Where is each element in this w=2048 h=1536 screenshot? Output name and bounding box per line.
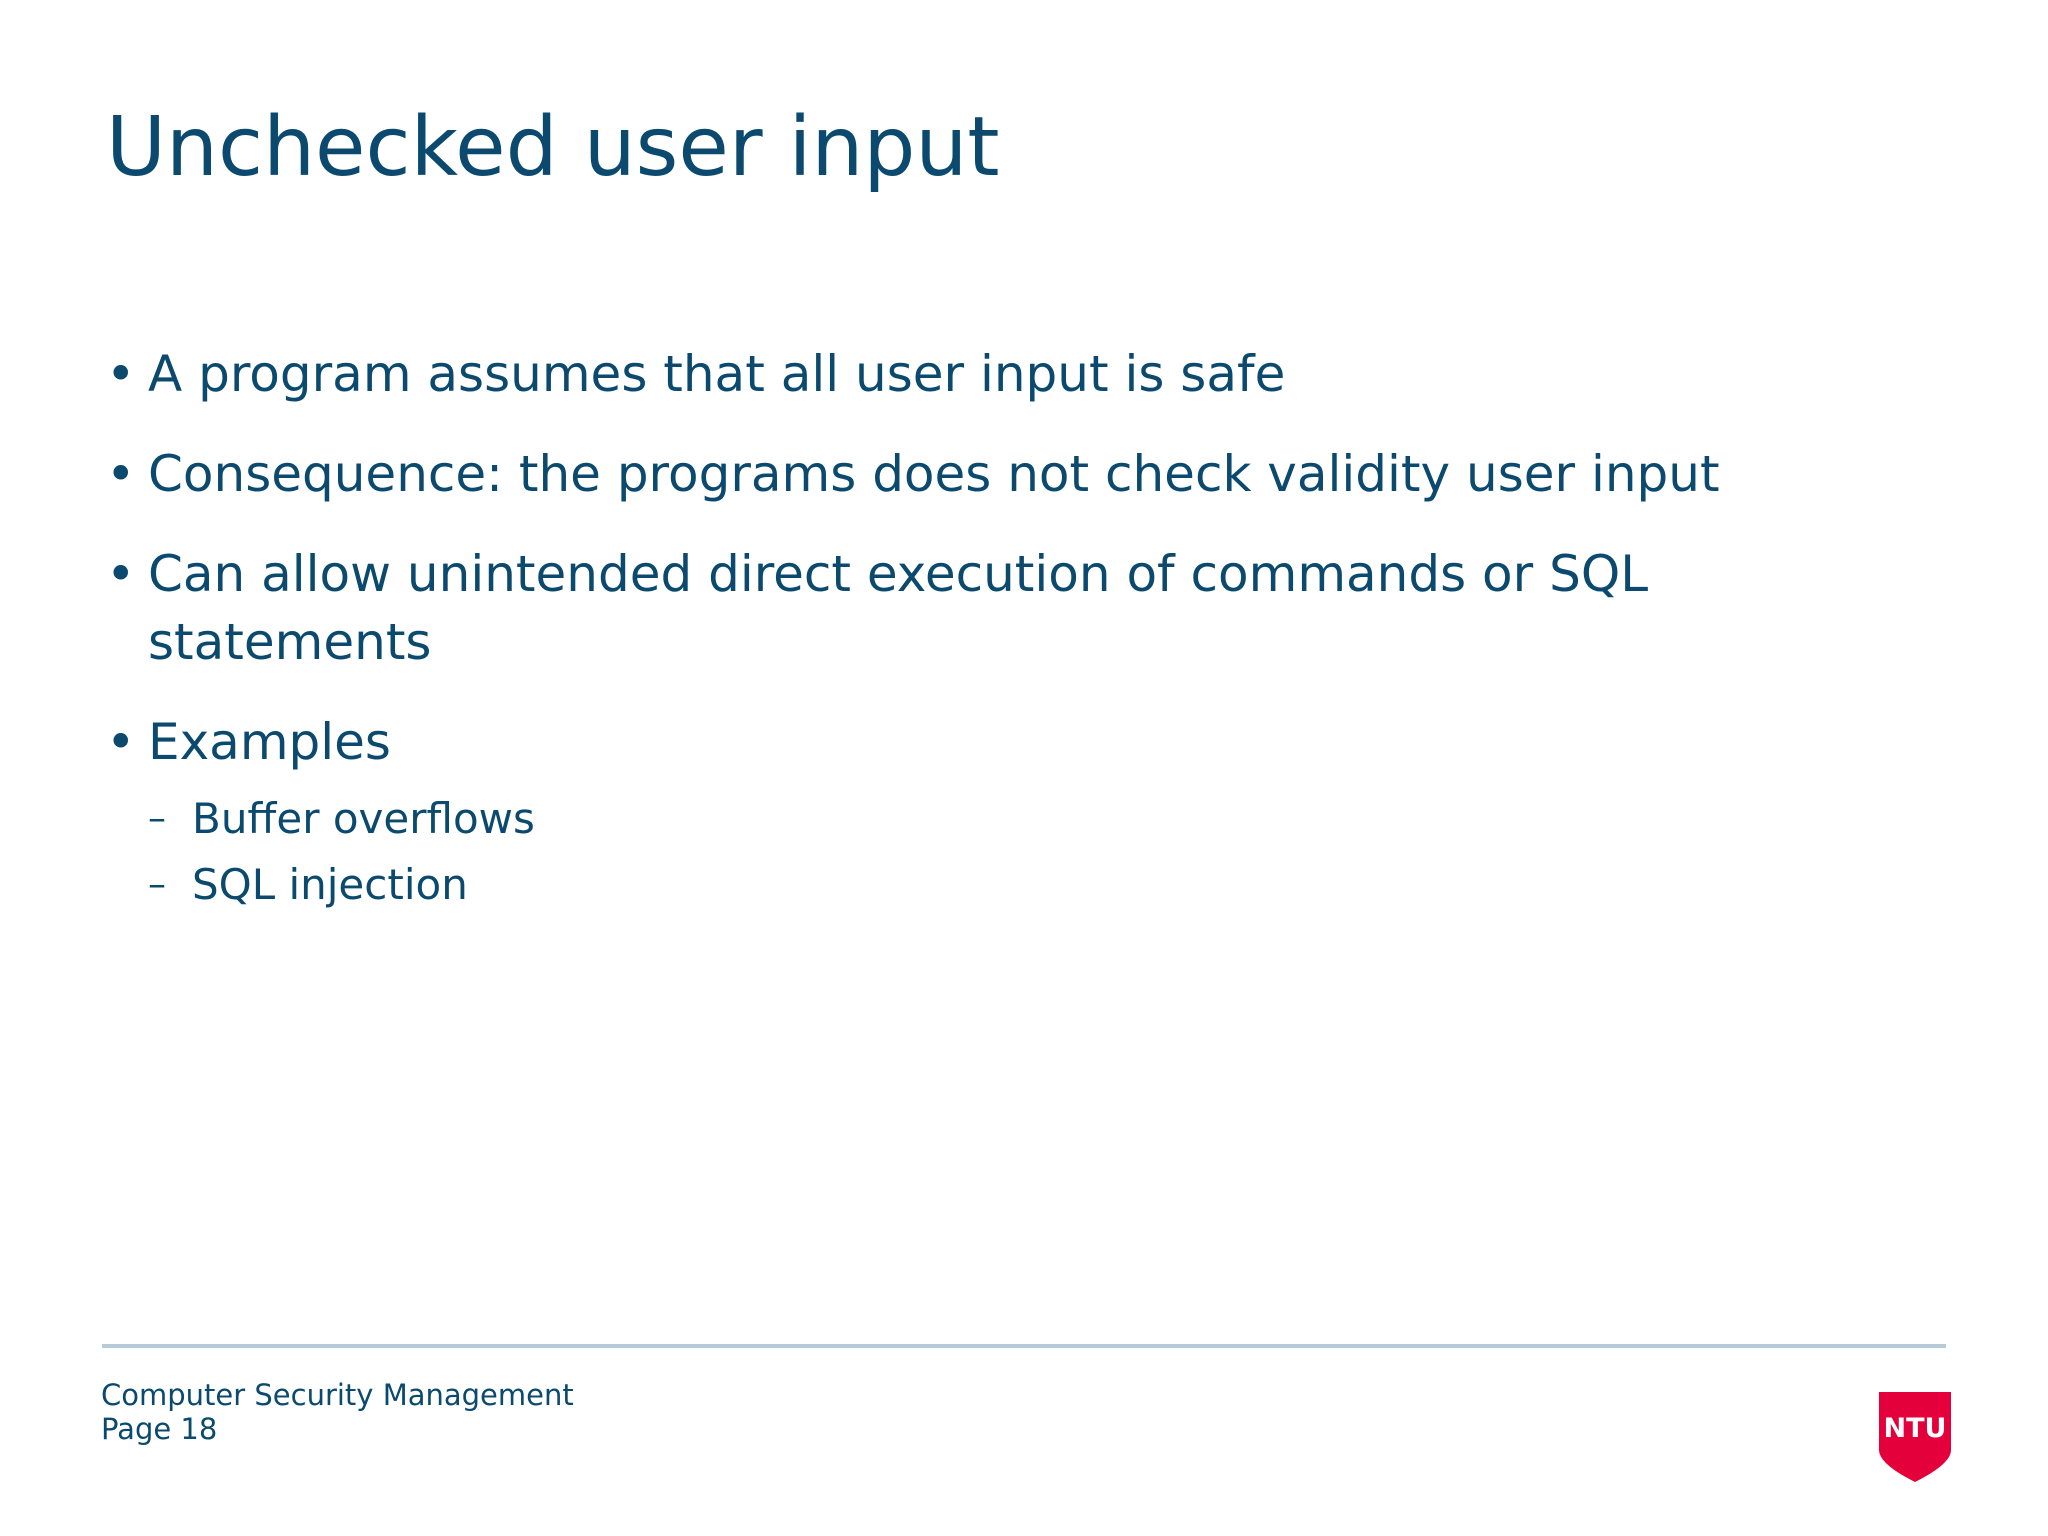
bullet-label: Examples (148, 713, 391, 771)
footer-page-number: Page 18 (101, 1412, 218, 1446)
sub-bullet-list (148, 786, 1946, 918)
footer-course: Computer Security Management (101, 1378, 574, 1412)
sub-bullet-item: – Buffer overflows (148, 786, 1946, 852)
logo-text: NTU (1883, 1413, 1947, 1444)
sub-bullet-item: – SQL injection (148, 852, 1946, 918)
bullet-item: • A program assumes that all user input is safe (106, 340, 1946, 408)
bullet-item-examples (106, 708, 1946, 918)
bullet-list (106, 340, 1946, 950)
ntu-logo (1877, 1392, 1953, 1482)
bullet-item: • Consequence: the programs does not check validity user input (106, 440, 1946, 508)
footer-text (101, 1378, 574, 1446)
slide-title: Unchecked user input (106, 100, 1000, 195)
footer-divider (102, 1344, 1946, 1348)
bullet-item: • Can allow unintended direct execution of commands or SQL statements (106, 540, 1946, 676)
